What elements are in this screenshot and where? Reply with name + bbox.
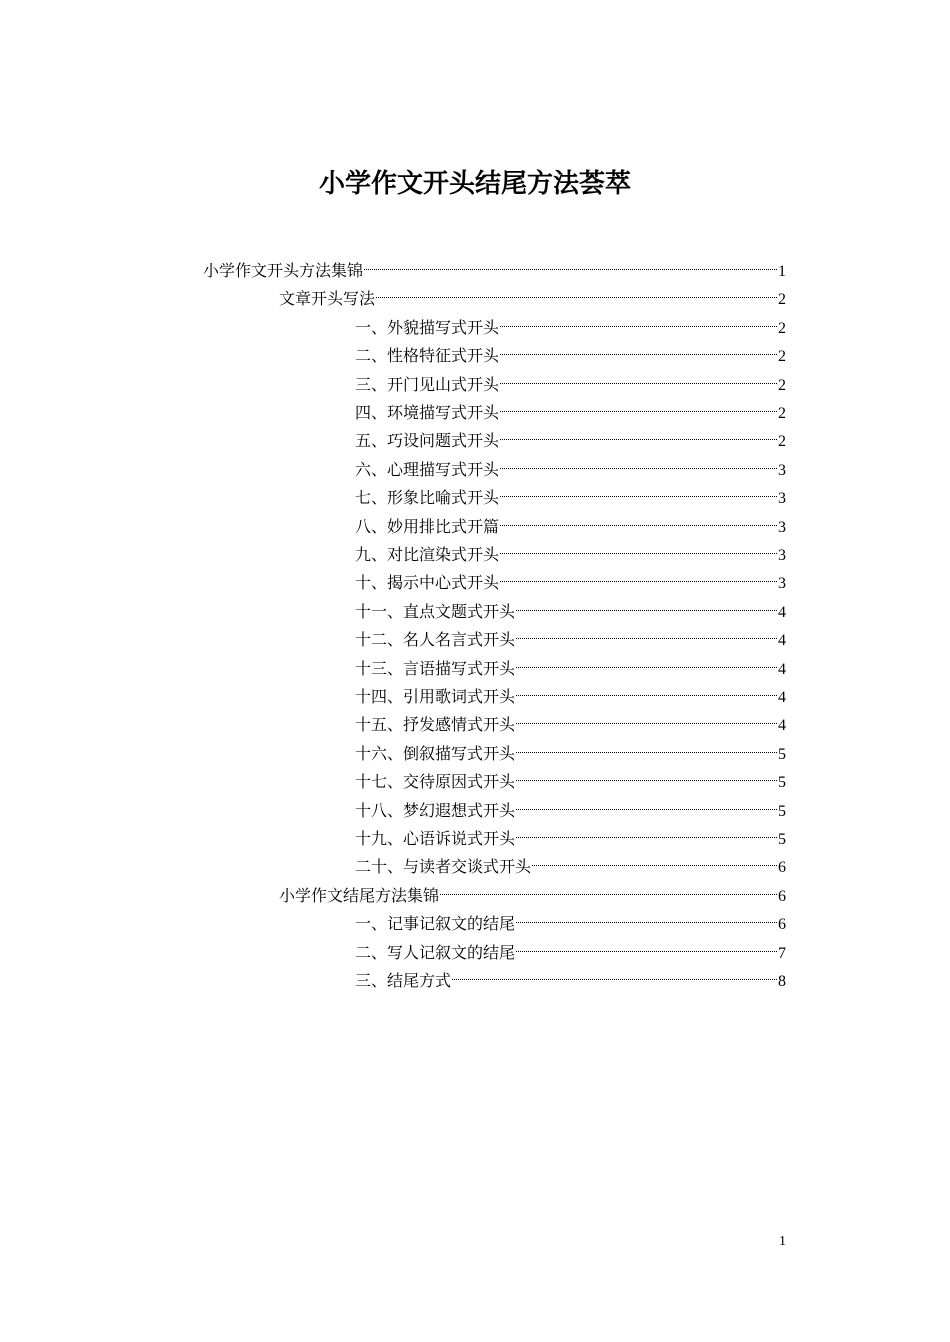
toc-entry[interactable] (355, 939, 786, 967)
toc-entry[interactable] (355, 541, 786, 569)
toc-entry-page: 4 (778, 603, 786, 621)
toc-entry[interactable] (355, 371, 786, 399)
toc-dot-leader (364, 269, 777, 270)
toc-entry-label: 十七、交待原因式开头 (355, 772, 516, 792)
toc-entry-page: 3 (778, 518, 786, 536)
toc-entry-page: 8 (778, 973, 786, 990)
toc-dot-leader (516, 837, 777, 838)
toc-entry-page: 2 (778, 291, 786, 309)
toc-entry-label: 九、对比渲染式开头 (355, 545, 500, 564)
toc-entry-page: 3 (778, 461, 786, 479)
toc-entry-label: 二、写人记叙文的结尾 (355, 942, 516, 962)
toc-entry-page: 5 (778, 774, 786, 792)
toc-entry[interactable] (355, 683, 786, 711)
toc-entry[interactable] (355, 427, 786, 455)
toc-entry-label: 五、巧设问题式开头 (355, 431, 500, 451)
toc-entry[interactable] (355, 740, 786, 768)
toc-dot-leader (440, 894, 777, 895)
toc-dot-leader (516, 809, 777, 810)
toc-entry-label: 小学作文结尾方法集锦 (279, 885, 440, 905)
toc-entry-label: 十九、心语诉说式开头 (355, 829, 516, 848)
toc-entry[interactable] (355, 853, 786, 881)
toc-entry-page: 4 (778, 660, 786, 678)
toc-entry-page: 2 (778, 433, 786, 451)
toc-entry-page: 6 (778, 859, 786, 877)
toc-dot-leader (516, 723, 777, 724)
toc-entry[interactable] (355, 825, 786, 853)
toc-entry[interactable] (355, 314, 786, 342)
toc-entry[interactable] (355, 342, 786, 370)
toc-entry-label: 二十、与读者交谈式开头 (355, 857, 532, 877)
toc-dot-leader (452, 979, 777, 980)
toc-entry[interactable] (355, 569, 786, 597)
toc-dot-leader (516, 695, 777, 696)
toc-entry[interactable] (355, 399, 786, 427)
toc-entry-page: 6 (778, 916, 786, 934)
toc-entry[interactable] (203, 257, 786, 285)
toc-dot-leader (516, 638, 777, 639)
toc-entry-page: 2 (778, 376, 786, 394)
toc-entry-page: 5 (778, 831, 786, 848)
toc-entry-label: 十五、抒发感情式开头 (355, 715, 516, 735)
toc-dot-leader (516, 610, 777, 611)
toc-entry[interactable] (355, 484, 786, 512)
toc-entry-page: 3 (778, 490, 786, 508)
toc-dot-leader (500, 326, 777, 327)
toc-entry[interactable] (355, 655, 786, 683)
toc-dot-leader (500, 411, 777, 412)
toc-dot-leader (376, 297, 777, 298)
toc-entry-label: 小学作文开头方法集锦 (203, 261, 364, 280)
toc-entry-label: 三、开门见山式开头 (355, 374, 500, 394)
toc-entry-page: 7 (778, 944, 786, 962)
toc-dot-leader (532, 865, 777, 866)
toc-dot-leader (516, 951, 777, 952)
toc-dot-leader (500, 581, 777, 582)
toc-entry-label: 二、性格特征式开头 (355, 346, 500, 366)
toc-entry[interactable] (355, 768, 786, 796)
toc-entry-page: 5 (778, 802, 786, 820)
toc-entry[interactable] (355, 598, 786, 626)
toc-dot-leader (500, 525, 777, 526)
toc-entry-label: 十六、倒叙描写式开头 (355, 743, 516, 763)
toc-entry-label: 十三、言语描写式开头 (355, 658, 516, 678)
toc-entry[interactable] (355, 910, 786, 938)
toc-dot-leader (500, 496, 777, 497)
toc-entry-page: 2 (778, 405, 786, 422)
toc-entry-label: 十八、梦幻遐想式开头 (355, 800, 516, 820)
toc-dot-leader (500, 354, 777, 355)
toc-entry-label: 十一、直点文题式开头 (355, 601, 516, 621)
toc-entry-page: 2 (778, 348, 786, 366)
toc-entry-label: 一、记事记叙文的结尾 (355, 914, 516, 934)
toc-entry[interactable] (279, 882, 786, 910)
toc-entry-label: 三、结尾方式 (355, 971, 452, 990)
toc-entry[interactable] (355, 967, 786, 995)
toc-entry-page: 3 (778, 547, 786, 564)
document-title: 小学作文开头结尾方法荟萃 (318, 169, 631, 199)
toc-dot-leader (500, 383, 777, 384)
toc-entry-label: 一、外貌描写式开头 (355, 317, 500, 337)
toc-entry-label: 十、揭示中心式开头 (355, 573, 500, 593)
toc-entry-page: 4 (778, 632, 786, 650)
toc-dot-leader (500, 468, 777, 469)
page-number: 1 (779, 1234, 786, 1249)
toc-entry-page: 2 (778, 319, 786, 337)
toc-entry-page: 4 (778, 717, 786, 735)
toc-entry-label: 文章开头写法 (279, 289, 376, 309)
toc-entry[interactable] (279, 285, 786, 313)
toc-dot-leader (516, 752, 777, 753)
toc-entry[interactable] (355, 711, 786, 739)
toc-entry-label: 十二、名人名言式开头 (355, 630, 516, 650)
toc-entry[interactable] (355, 626, 786, 654)
toc-dot-leader (500, 439, 777, 440)
toc-entry-page: 1 (778, 263, 786, 280)
toc-entry[interactable] (355, 456, 786, 484)
toc-entry-label: 四、环境描写式开头 (355, 403, 500, 422)
toc-entry-page: 5 (778, 745, 786, 763)
toc-dot-leader (516, 780, 777, 781)
toc-dot-leader (516, 922, 777, 923)
toc-entry-page: 6 (778, 887, 786, 905)
toc-entry[interactable] (355, 797, 786, 825)
toc-entry-label: 七、形象比喻式开头 (355, 488, 500, 508)
toc-dot-leader (500, 553, 777, 554)
toc-entry-label: 十四、引用歌词式开头 (355, 687, 516, 706)
toc-entry[interactable] (355, 513, 786, 541)
toc-entry-page: 4 (778, 689, 786, 706)
toc-entry-label: 八、妙用排比式开篇 (355, 516, 500, 536)
toc-dot-leader (516, 667, 777, 668)
toc-entry-page: 3 (778, 575, 786, 593)
toc-entry-label: 六、心理描写式开头 (355, 459, 500, 479)
